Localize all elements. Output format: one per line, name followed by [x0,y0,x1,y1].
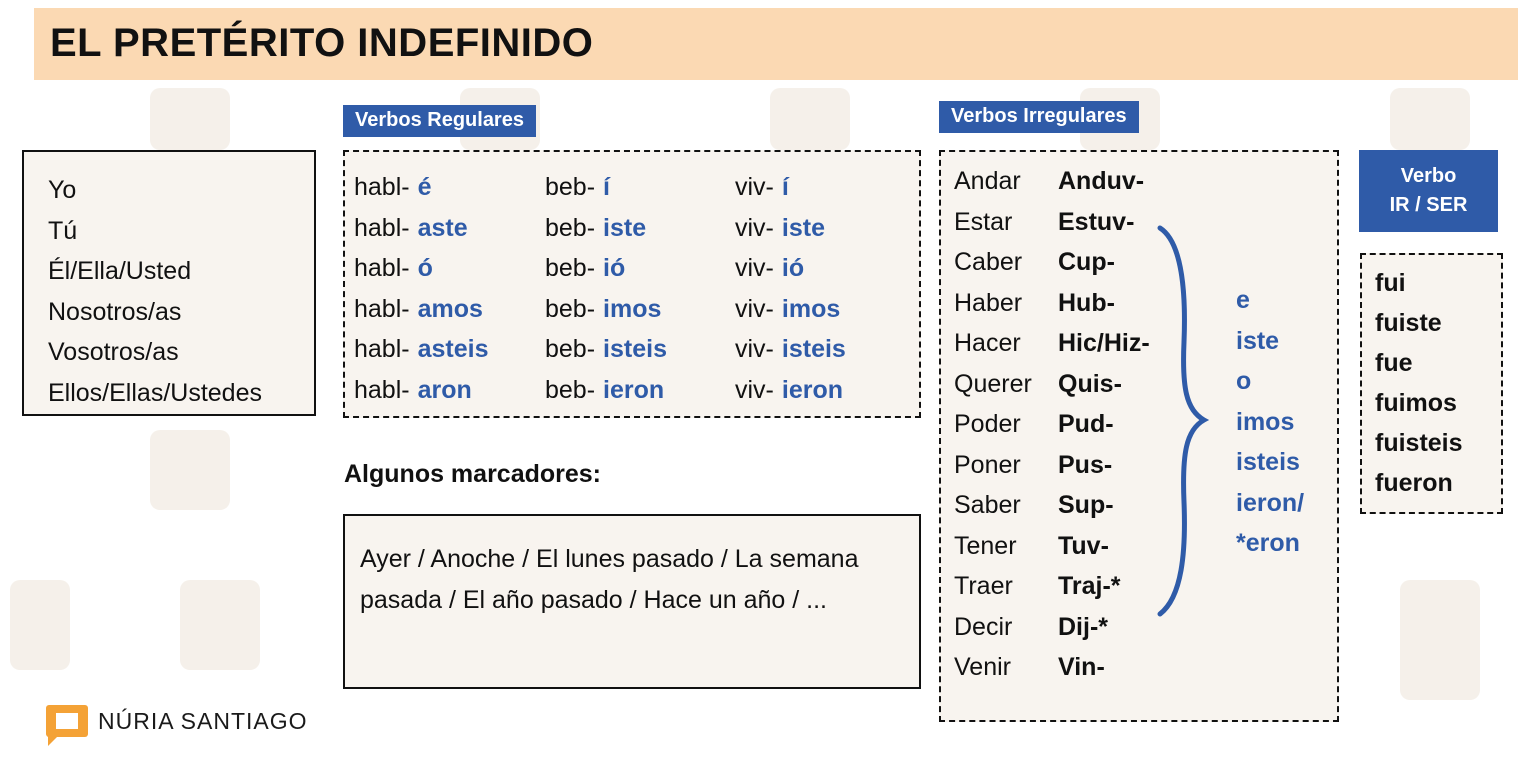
watermark-shape [150,88,230,150]
ir-ser-form: fui [1375,269,1406,297]
conjugation-row [735,370,846,411]
irregular-stem: Hub- [1058,288,1115,317]
curly-brace-icon [1152,222,1212,622]
verb-infinitive: Querer [954,369,1032,398]
verb-ending: imos [603,294,662,323]
irregular-ending: isteis [1236,448,1300,476]
irregular-stem: Quis- [1058,369,1122,398]
conjugation-row [735,289,846,330]
irregular-verb-row [954,364,1150,405]
irregular-stem: Pud- [1058,410,1114,438]
conjugation-row [545,248,667,289]
irregular-verb-row [954,283,1150,324]
conjugation-row [354,329,488,370]
markers-heading: Algunos marcadores: [344,460,602,488]
verb-ending: ió [603,254,626,282]
watermark-shape [10,580,70,670]
conjugation-row [545,167,667,208]
ir-ser-forms [1375,263,1463,503]
irregular-verb-row [954,485,1150,526]
verb-ending: ieron [603,375,665,404]
irregular-ending: o [1236,367,1252,395]
verb-stem: habl- [354,375,410,404]
watermark-shape [180,580,260,670]
watermark-shape [1390,88,1470,150]
watermark-shape [150,430,230,510]
ir-ser-box [1360,253,1503,514]
conjugation-row [545,370,667,411]
irregular-stem: Anduv- [1058,167,1145,195]
conjugation-column-ir [735,167,846,410]
ir-ser-label [1359,150,1498,232]
irregular-ending: *eron [1236,529,1300,557]
irregular-verb-row [954,202,1150,243]
verb-infinitive: Caber [954,248,1023,276]
conjugation-row [735,167,846,208]
verb-infinitive: Estar [954,207,1013,236]
verb-infinitive: Tener [954,531,1017,560]
irregular-ending: imos [1236,407,1295,436]
verb-ending: ó [417,254,433,282]
irregular-endings-list [1236,280,1304,564]
irregular-verb-row [954,161,1150,202]
verb-stem: beb- [545,213,596,242]
irregular-ending: e [1236,286,1250,314]
verb-stem: beb- [545,375,596,404]
conjugation-row [545,289,667,330]
ir-ser-form: fuimos [1375,389,1457,417]
verb-infinitive: Decir [954,612,1013,641]
verb-infinitive: Haber [954,288,1023,317]
verb-ending: iste [603,213,647,242]
page-title: EL PRETÉRITO INDEFINIDO [50,21,594,65]
ir-ser-form: fuiste [1375,309,1442,337]
verb-stem: viv- [735,294,774,323]
verb-stem: viv- [735,213,774,242]
verb-infinitive: Poner [954,450,1021,479]
verb-infinitive: Poder [954,410,1021,438]
pronoun-item: Él/Ella/Usted [48,257,192,285]
verb-infinitive: Andar [954,167,1021,195]
verb-ending: amos [417,294,483,323]
conjugation-row [735,329,846,370]
irregular-stem: Dij-* [1058,612,1108,641]
verb-ending: aste [417,213,468,242]
ir-ser-label-line1: Verbo [1400,165,1457,187]
irregular-verb-row [954,526,1150,567]
markers-text: Ayer / Anoche / El lunes pasado / La semana pasada / El año pasado / Hace un año / ... [360,545,859,614]
verb-stem: habl- [354,173,410,201]
verb-stem: habl- [354,213,410,242]
conjugation-row [354,208,488,249]
irregular-verb-row [954,404,1150,445]
verb-ending: ió [781,254,805,282]
conjugation-row [735,208,846,249]
irregular-verb-row [954,647,1150,688]
irregular-verbs-label: Verbos Irregulares [939,101,1139,133]
verb-infinitive: Traer [954,572,1013,600]
pronoun-item: Nosotros/as [48,297,182,326]
irregular-stem: Vin- [1058,653,1105,681]
verb-ending: isteis [603,335,667,363]
pronoun-box [22,150,316,416]
verb-stem: viv- [735,173,774,201]
irregular-verb-row [954,242,1150,283]
irregular-verb-list [954,161,1150,688]
verb-stem: beb- [545,335,596,363]
irregular-stem: Pus- [1058,450,1113,479]
irregular-stem: Traj-* [1058,572,1121,600]
verb-ending: isteis [781,335,846,363]
irregular-stem: Tuv- [1058,531,1109,560]
pronoun-list [48,170,262,413]
pronoun-item: Yo [48,176,77,204]
regular-verbs-label: Verbos Regulares [343,105,536,137]
irregular-stem: Estuv- [1058,207,1135,236]
header-banner [34,8,1518,80]
conjugation-row [354,289,488,330]
watermark-shape [1400,580,1480,700]
watermark-shape [770,88,850,150]
verb-ending: iste [781,213,825,242]
conjugation-row [354,370,488,411]
verb-stem: habl- [354,254,410,282]
verb-infinitive: Saber [954,491,1021,519]
markers-box [343,514,921,689]
irregular-stem: Sup- [1058,491,1114,519]
verb-stem: beb- [545,254,596,282]
verb-ending: asteis [417,335,489,363]
verb-stem: habl- [354,294,410,323]
conjugation-row [354,167,488,208]
verb-stem: viv- [735,254,774,282]
brand-name: NÚRIA SANTIAGO [98,708,308,734]
regular-conjugation-box [343,150,921,418]
ir-ser-form: fue [1375,349,1413,377]
conjugation-row [735,248,846,289]
ir-ser-label-line2: IR / SER [1389,194,1468,216]
verb-stem: viv- [735,375,774,404]
irregular-stem: Hic/Hiz- [1058,329,1150,357]
verb-infinitive: Venir [954,653,1011,681]
verb-stem: habl- [354,335,410,363]
verb-infinitive: Hacer [954,329,1021,357]
ir-ser-form: fueron [1375,469,1453,497]
irregular-verb-row [954,607,1150,648]
conjugation-column-er [545,167,667,410]
conjugation-column-ar [354,167,488,410]
conjugation-row [354,248,488,289]
irregular-ending: iste [1236,326,1280,355]
pronoun-item: Vosotros/as [48,338,179,366]
verb-ending: é [417,173,432,201]
pronoun-item: Tú [48,216,78,245]
ir-ser-form: fuisteis [1375,429,1463,457]
verb-ending: í [603,173,610,201]
irregular-ending: ieron/ [1236,488,1305,517]
pronoun-item: Ellos/Ellas/Ustedes [48,378,262,407]
verb-ending: ieron [781,375,844,404]
irregular-verb-row [954,323,1150,364]
conjugation-row [545,208,667,249]
irregular-stem: Cup- [1058,248,1115,276]
chat-bubble-logo-icon [44,703,90,747]
verb-stem: beb- [545,173,596,201]
verb-ending: aron [417,375,472,404]
verb-stem: beb- [545,294,596,323]
verb-ending: í [781,173,789,201]
irregular-verb-row [954,566,1150,607]
verb-stem: viv- [735,335,774,363]
verb-ending: imos [781,294,841,323]
conjugation-row [545,329,667,370]
irregular-verb-row [954,445,1150,486]
